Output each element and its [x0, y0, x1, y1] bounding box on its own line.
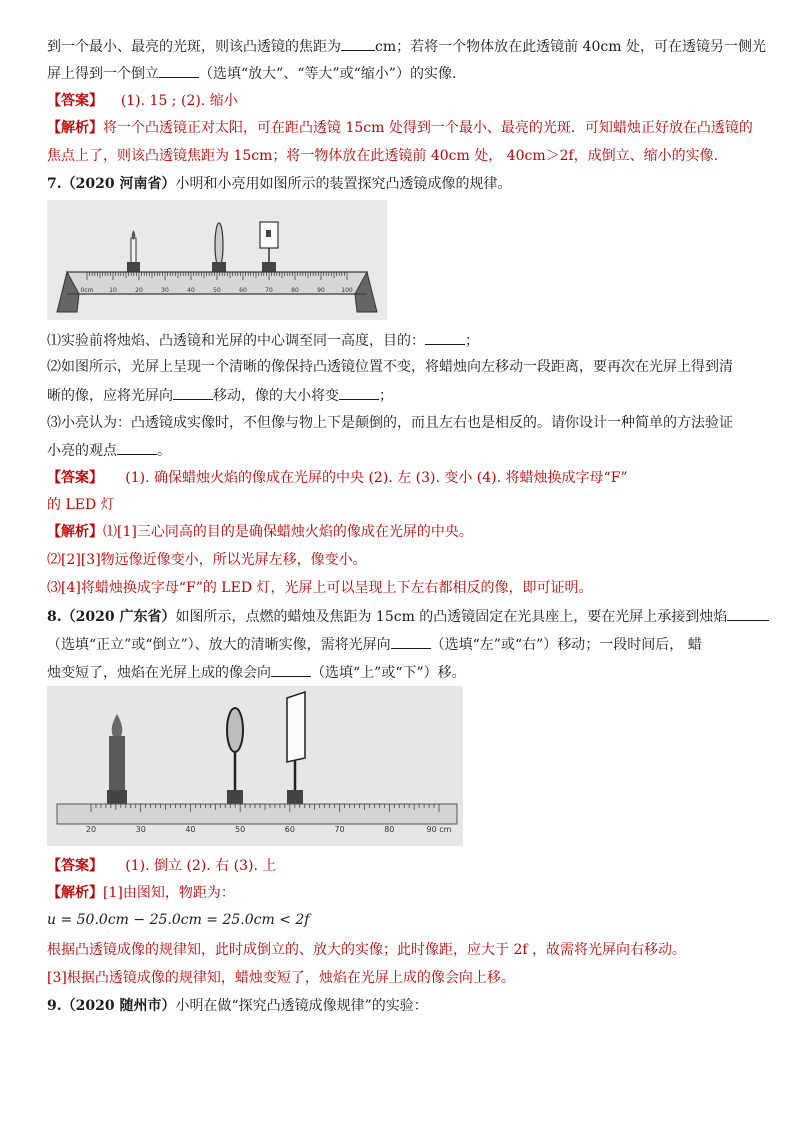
q6-line-1: 到一个最小、最亮的光斑，则该凸透镜的焦距为 cm；若将一个物体放在此透镜前 40cm 处，可在透镜另一侧光: [47, 36, 766, 57]
ruler-label: 10: [109, 287, 117, 294]
q8-analysis-1: 【解析】[1]由图知，物距为：: [47, 885, 235, 901]
ruler-label: 100: [341, 287, 353, 294]
q7-analysis-1: 【解析】⑴[1]三心同高的目的是确保蜡烛火焰的像成在光屏的中央。: [47, 524, 473, 540]
q6-line-2: 屏上得到一个倒立 （选填“放大”、“等大”或“缩小”）的实像.: [47, 63, 456, 84]
ruler-label: 30: [135, 825, 146, 834]
q7-part-2b: 晰的像，应将光屏向 移动，像的大小将变 ；: [47, 385, 393, 406]
q8-analysis-2: 根据凸透镜成像的规律知，此时成倒立的、放大的实像；此时像距，应大于 2f ，故需将光屏向右移动。: [47, 942, 686, 958]
answer-blank: [391, 634, 431, 649]
ruler-label: 80: [384, 825, 395, 834]
q8-stem-2: （选填“正立”或“倒立”）、放大的清晰实像，需将光屏向 （选填“左”或“右”）移动；一段时间后， 蜡: [47, 634, 702, 655]
q9-stem: 9.（2020 随州市）小明在做“探究凸透镜成像规律”的实验：: [47, 998, 428, 1014]
ruler-label: 70: [265, 287, 273, 294]
q7-part-3a: ⑶小亮认为：凸透镜成实像时，不但像与物上下是颠倒的，而且左右也是相反的。请你设计一种简单的方法验证: [47, 415, 733, 431]
q7-part-3b: 小亮的观点 。: [47, 440, 171, 461]
q6-answer: 【答案】 (1). 15 ; (2). 缩小: [47, 93, 238, 109]
ruler-label: 40: [185, 825, 196, 834]
optical-bench-figure-1: [47, 200, 387, 320]
q7-stem: 7.（2020 河南省）小明和小亮用如图所示的装置探究凸透镜成像的规律。: [47, 176, 512, 192]
answer-blank: [339, 385, 379, 400]
optical-bench-figure-2: [47, 686, 463, 846]
ruler-label: 60: [284, 825, 295, 834]
q7-analysis-2: ⑵[2][3]物远像近像变小，所以光屏左移，像变小。: [47, 552, 367, 568]
answer-blank: [117, 440, 157, 455]
answer-blank: [173, 385, 213, 400]
answer-blank: [271, 662, 311, 677]
ruler-label: 90 cm: [426, 825, 452, 834]
ruler-label: 80: [291, 287, 299, 294]
ruler-label: 60: [239, 287, 247, 294]
q6-analysis-1: 【解析】将一个凸透镜正对太阳，可在距凸透镜 15cm 处得到一个最小、最亮的光斑．可知蜡烛正好放在凸透镜的: [47, 120, 753, 136]
q7-answer-cont: 的 LED 灯: [47, 497, 115, 513]
q7-analysis-3: ⑶[4]将蜡烛换成字母“F”的 LED 灯，光屏上可以呈现上下左右都相反的像，即可证明。: [47, 580, 593, 596]
q8-stem-1: 8.（2020 广东省）如图所示，点燃的蜡烛及焦距为 15cm 的凸透镜固定在光具座上，要在光屏上承接到烛焰: [47, 606, 769, 627]
q7-answer: 【答案】 (1). 确保蜡烛火焰的像成在光屏的中央 (2). 左 (3). 变小 (4). 将蜡烛换成字母“F”: [47, 470, 628, 486]
ruler-label: 50: [235, 825, 246, 834]
screen-icon: [260, 222, 278, 272]
ruler-label: 20: [135, 287, 143, 294]
answer-blank: [727, 606, 769, 621]
q6-analysis-2: 焦点上了，则该凸透镜焦距为 15cm；将一物体放在此透镜前 40cm 处， 40cm＞2f，成倒立、缩小的实像.: [47, 148, 719, 164]
ruler-label: 20: [85, 825, 97, 834]
q8-stem-3: 烛变短了，烛焰在光屏上成的像会向 （选填“上”或“下”）移。: [47, 662, 466, 683]
ruler-label: 90: [317, 287, 325, 294]
answer-blank: [425, 330, 465, 345]
ruler-label: 50: [213, 287, 221, 294]
q7-part-2a: ⑵如图所示，光屏上呈现一个清晰的像保持凸透镜位置不变，将蜡烛向左移动一段距离，要再次在光屏上得到清: [47, 359, 733, 375]
ruler: [57, 804, 457, 824]
ruler-label: 30: [161, 287, 169, 294]
ruler-label: 70: [334, 825, 345, 834]
q8-formula: u = 50.0cm − 25.0cm = 25.0cm < 2f: [47, 912, 310, 928]
answer-blank: [159, 63, 199, 78]
answer-blank: [341, 36, 375, 51]
ruler-label: 0cm: [80, 287, 94, 294]
q8-answer: 【答案】 (1). 倒立 (2). 右 (3). 上: [47, 858, 277, 874]
q7-part-1: ⑴实验前将烛焰、凸透镜和光屏的中心调至同一高度，目的： ；: [47, 330, 479, 351]
q8-analysis-3: [3]根据凸透镜成像的规律知，蜡烛变短了，烛焰在光屏上成的像会向上移。: [47, 970, 515, 986]
ruler-label: 40: [187, 287, 195, 294]
